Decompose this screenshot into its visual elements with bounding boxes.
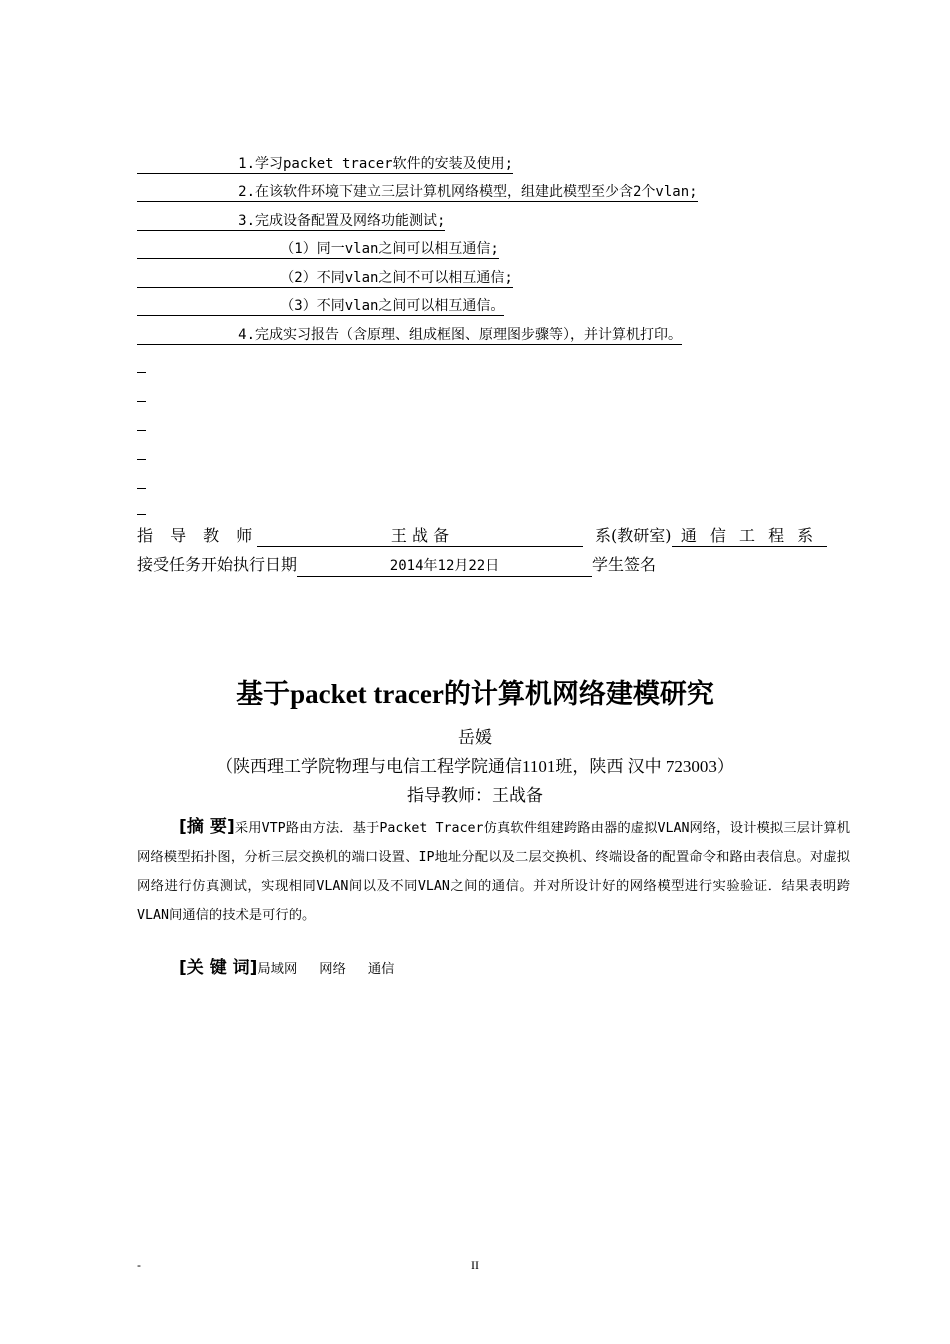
keywords-label: [关 键 词] [179,958,258,978]
blank-line [137,459,146,460]
dept-label: 系(教研室) [595,526,672,545]
task-subitem-2: （2）不同vlan之间不可以相互通信; [137,270,513,286]
blank-line [137,401,146,402]
author-name: 岳媛 [458,728,492,747]
page-number: II [471,1258,479,1272]
date-label: 接受任务开始执行日期 [137,555,298,574]
task-item-1: 1.学习packet tracer软件的安装及使用; [137,156,514,172]
date-row [137,555,656,577]
blank-line [137,430,146,431]
footer-dash: - [137,1258,141,1272]
advisor-line: 指导教师：王战备 [407,786,543,805]
abstract-text: 采用VTP路由方法．基于Packet Tracer仿真软件组建跨路由器的虚拟VLAN网络，设计模拟三层计算机网络模型拓扑图，分析三层交换机的端口设置、IP地址分配以及二层交换机、终端设备的配置命令和路由表信息。对虚拟网络进行仿真测试，实现相同VLAN间以及不同VLAN之间的通信。并对所设计好的网络模型进行实验验证．结果表明跨VLAN间通信的技术是可行的。 [137,821,850,923]
blank-line [137,488,146,489]
advisor-row [137,526,827,547]
keywords-row [179,956,416,982]
dept-name: 通 信 工 程 系 [672,526,827,547]
advisor-name: 王 战 备 [257,526,583,547]
abstract-label: [摘 要] [179,817,235,837]
keyword: 网络 [319,962,346,977]
task-item-2: 2.在该软件环境下建立三层计算机网络模型，组建此模型至少含2个vlan; [137,184,698,200]
keyword: 通信 [367,962,395,977]
task-subitem-3: （3）不同vlan之间可以相互通信。 [137,298,505,314]
abstract-paragraph [137,813,850,930]
blank-line [137,372,146,373]
student-sign-label: 学生签名 [592,555,657,574]
blank-line [137,514,146,515]
task-item-3: 3.完成设备配置及网络功能测试; [137,213,446,229]
task-subitem-1: （1）同一vlan之间可以相互通信; [137,241,499,257]
keyword: 局域网 [257,962,298,977]
date-value: 2014年12月22日 [297,556,592,577]
task-item-4: 4.完成实习报告（含原理、组成框图、原理图步骤等），并计算机打印。 [137,327,683,343]
paper-title: 基于packet tracer的计算机网络建模研究 [236,679,714,709]
affiliation: （陕西理工学院物理与电信工程学院通信1101班，陕西 汉中 723003） [216,757,734,776]
advisor-label: 指 导 教 师 [137,526,259,545]
